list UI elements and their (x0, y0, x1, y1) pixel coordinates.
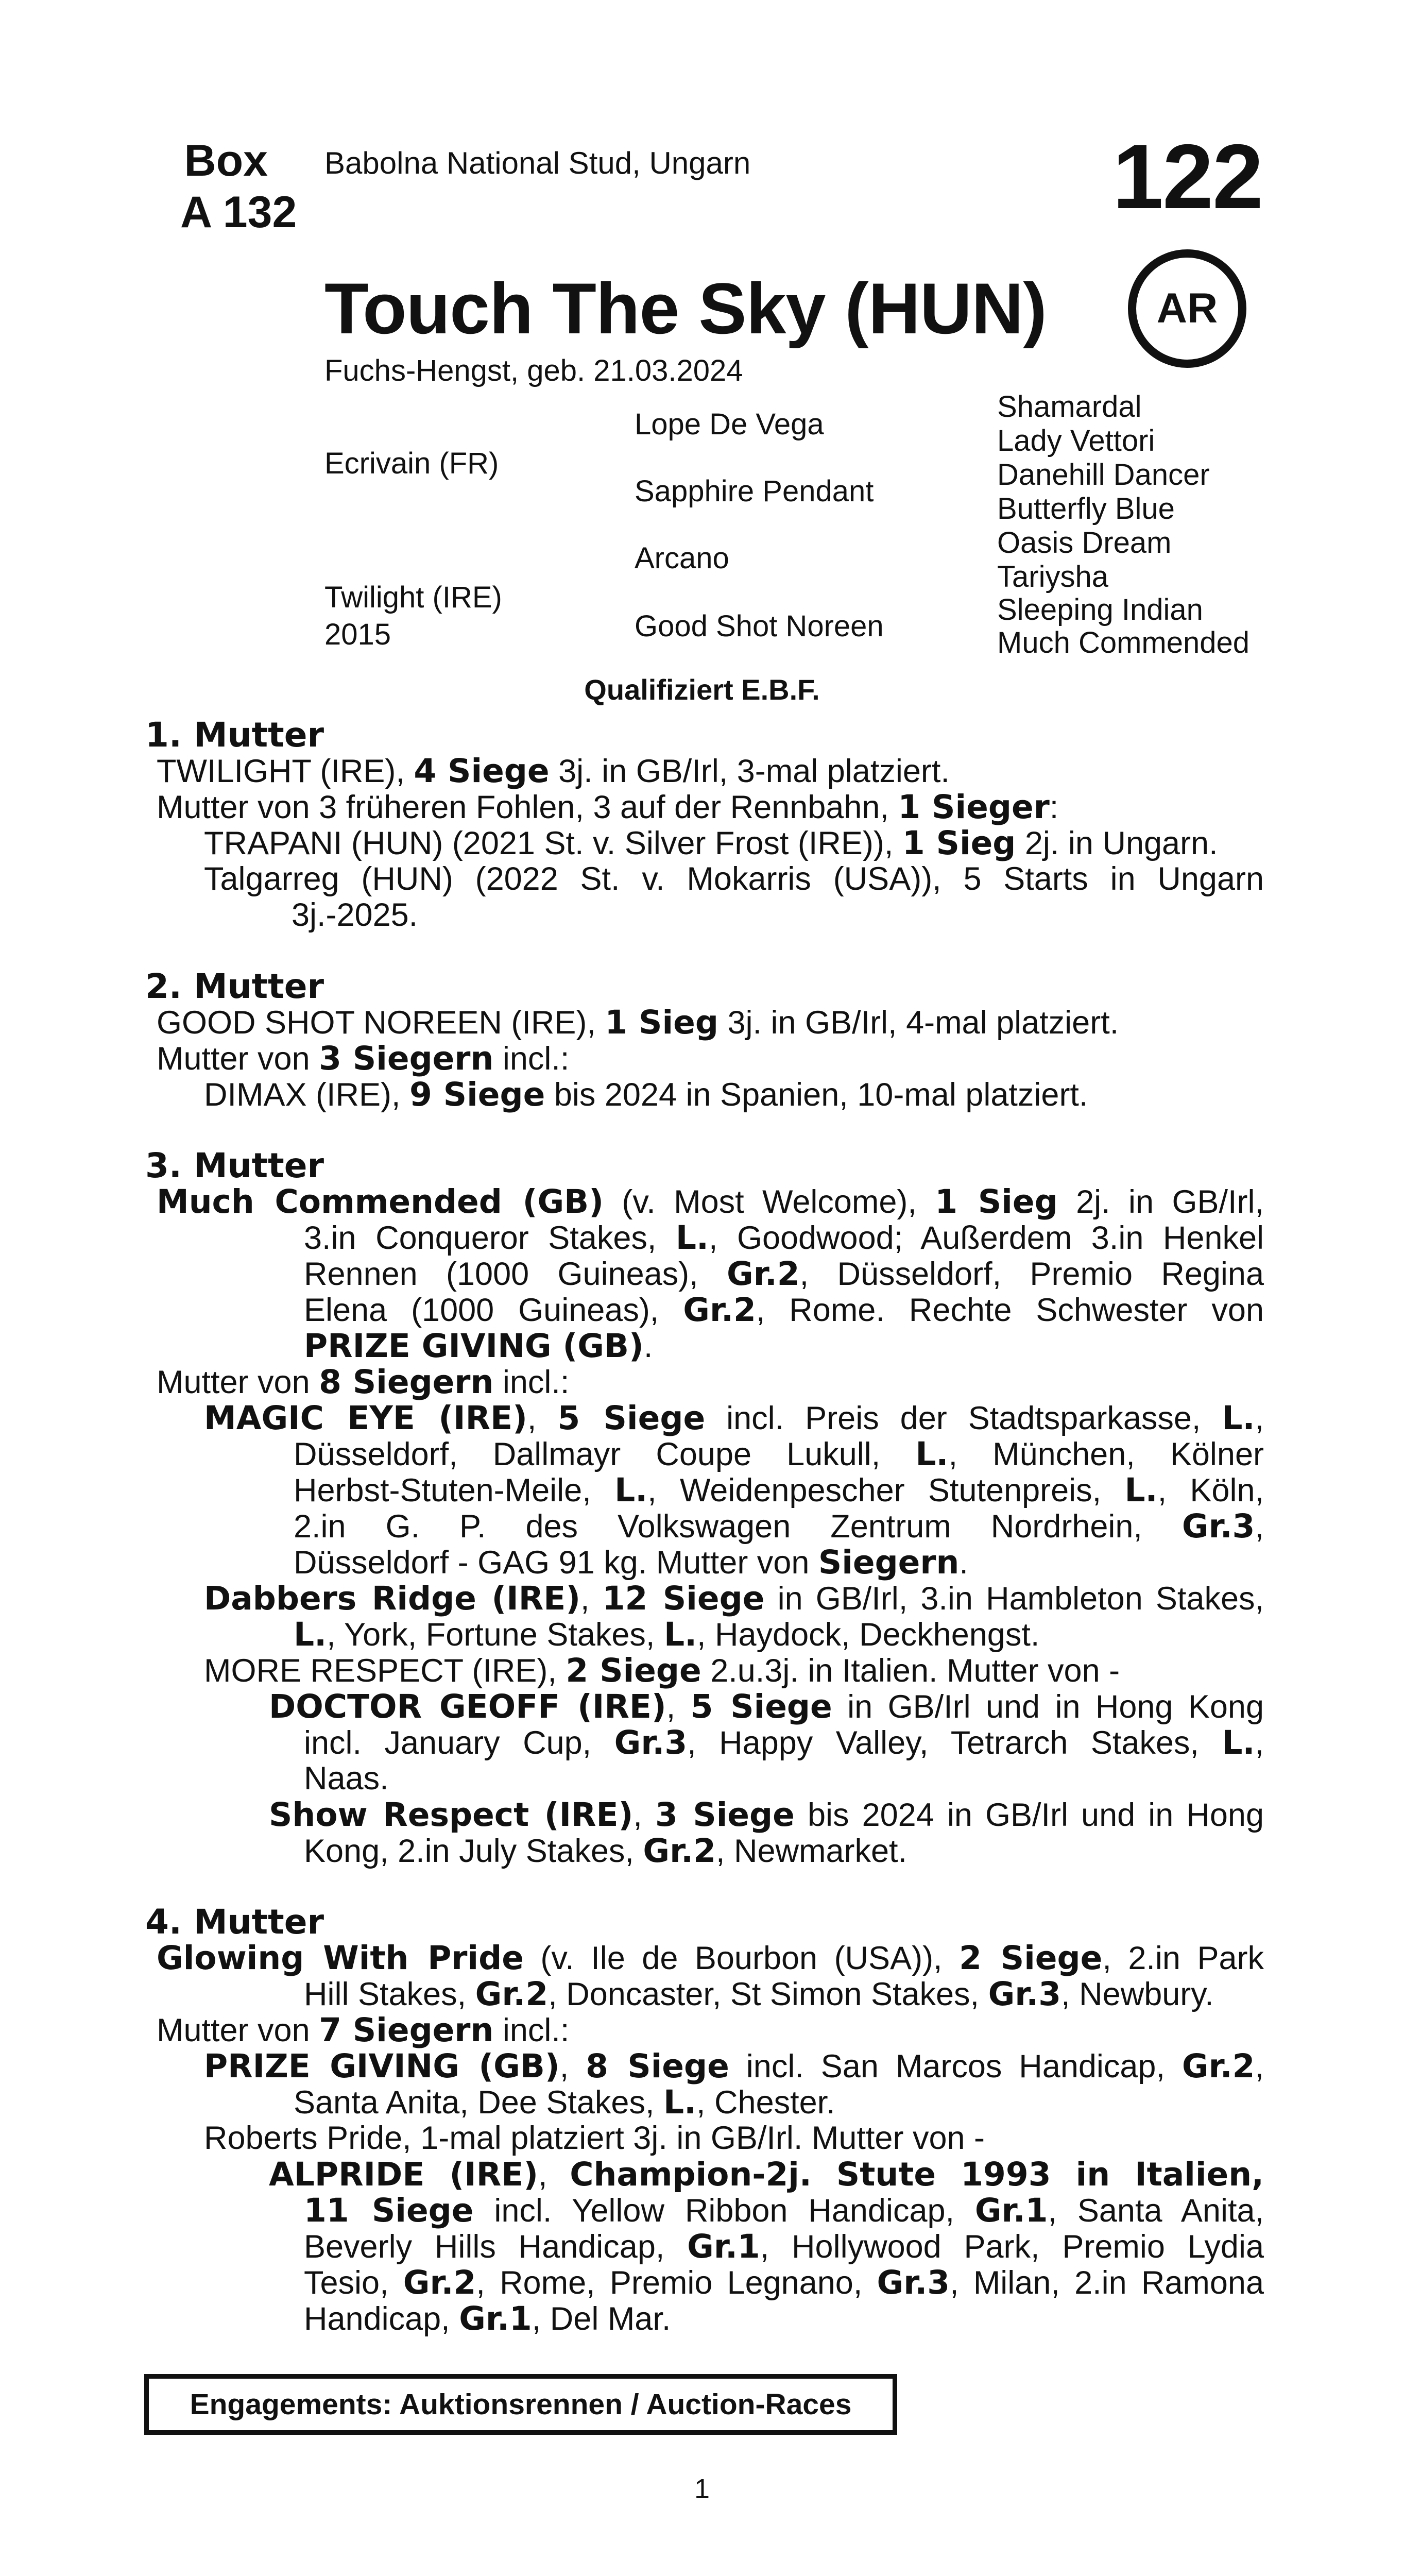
mutter4-line: Glowing With Pride (v. Ile de Bourbon (USA)), 2 Siege, 2.in Park (157, 1939, 1264, 1977)
section-title-mutter1: 1. Mutter (145, 715, 324, 755)
mutter3-line: Naas. (304, 1760, 389, 1797)
catalog-number: 122 (1112, 125, 1262, 228)
pedigree-sire-sire: Lope De Vega (635, 408, 824, 441)
mutter3-line: Mutter von 8 Siegern incl.: (157, 1363, 570, 1401)
pedigree-ggp: Danehill Dancer (997, 458, 1210, 492)
mutter4-line: 11 Siege incl. Yellow Ribbon Handicap, Gr.1, Santa Anita, (304, 2192, 1264, 2229)
pedigree-ggp: Tariysha (997, 560, 1108, 594)
breeder: Babolna National Stud, Ungarn (324, 146, 751, 180)
mutter3-line: Rennen (1000 Guineas), Gr.2, Düsseldorf, Premio Regina (304, 1255, 1264, 1293)
pedigree-ggp: Sleeping Indian (997, 593, 1203, 626)
pedigree-ggp: Oasis Dream (997, 526, 1172, 560)
pedigree-ggp: Shamardal (997, 390, 1142, 423)
mutter3-line: Elena (1000 Guineas), Gr.2, Rome. Rechte Schwester von (304, 1291, 1264, 1329)
mutter4-line: Santa Anita, Dee Stakes, L., Chester. (294, 2083, 835, 2121)
mutter1-line: TWILIGHT (IRE), 4 Siege 3j. in GB/Irl, 3-mal platziert. (157, 752, 950, 790)
pedigree-sire-dam: Sapphire Pendant (635, 474, 874, 508)
mutter1-line: TRAPANI (HUN) (2021 St. v. Silver Frost (IRE)), 1 Sieg 2j. in Ungarn. (204, 824, 1218, 862)
pedigree-dam: Twilight (IRE) (324, 581, 502, 614)
pedigree-dam-year: 2015 (324, 618, 391, 651)
mutter1-line: 3j.-2025. (292, 897, 418, 933)
mutter4-line: Handicap, Gr.1, Del Mar. (304, 2300, 671, 2337)
mutter3-line: Much Commended (GB) (v. Most Welcome), 1 Sieg 2j. in GB/Irl, (157, 1183, 1264, 1221)
mutter3-line: PRIZE GIVING (GB). (304, 1327, 653, 1365)
mutter2-line: Mutter von 3 Siegern incl.: (157, 1040, 570, 1077)
mutter4-line: Mutter von 7 Siegern incl.: (157, 2011, 570, 2049)
mutter1-line: Talgarreg (HUN) (2022 St. v. Mokarris (USA)), 5 Starts in Ungarn (204, 861, 1264, 897)
section-title-mutter4: 4. Mutter (145, 1902, 324, 1942)
mutter3-line: Düsseldorf - GAG 91 kg. Mutter von Siegern. (294, 1544, 968, 1581)
mutter3-line: DOCTOR GEOFF (IRE), 5 Siege in GB/Irl und in Hong Kong (269, 1688, 1264, 1725)
engagements-box: Engagements: Auktionsrennen / Auction-Races (144, 2374, 897, 2435)
pedigree-sire: Ecrivain (FR) (324, 447, 499, 480)
page-number: 1 (694, 2473, 710, 2504)
mutter3-line: Kong, 2.in July Stakes, Gr.2, Newmarket. (304, 1832, 908, 1870)
box-number: Box A 132 (180, 136, 297, 237)
qualification: Qualifiziert E.B.F. (584, 673, 820, 706)
horse-description: Fuchs-Hengst, geb. 21.03.2024 (324, 354, 743, 387)
ar-badge: AR (1128, 249, 1246, 368)
mutter4-line: ALPRIDE (IRE), Champion-2j. Stute 1993 in Italien, (269, 2156, 1264, 2193)
pedigree-dam-sire: Arcano (635, 541, 729, 575)
mutter3-line: Dabbers Ridge (IRE), 12 Siege in GB/Irl, 3.in Hambleton Stakes, (204, 1580, 1264, 1617)
mutter3-line: MORE RESPECT (IRE), 2 Siege 2.u.3j. in Italien. Mutter von - (204, 1652, 1120, 1689)
mutter1-line: Mutter von 3 früheren Fohlen, 3 auf der Rennbahn, 1 Sieger: (157, 788, 1059, 826)
mutter3-line: Show Respect (IRE), 3 Siege bis 2024 in GB/Irl und in Hong (269, 1796, 1264, 1834)
pedigree-ggp: Much Commended (997, 626, 1249, 659)
mutter4-line: PRIZE GIVING (GB), 8 Siege incl. San Marcos Handicap, Gr.2, (204, 2047, 1264, 2085)
mutter4-line: Hill Stakes, Gr.2, Doncaster, St Simon Stakes, Gr.3, Newbury. (304, 1975, 1214, 2013)
mutter3-line: L., York, Fortune Stakes, L., Haydock, Deckhengst. (294, 1616, 1040, 1653)
mutter4-line: Tesio, Gr.2, Rome, Premio Legnano, Gr.3, Milan, 2.in Ramona (304, 2264, 1264, 2301)
mutter3-line: Herbst-Stuten-Meile, L., Weidenpescher Stutenpreis, L., Köln, (294, 1471, 1264, 1509)
mutter3-line: incl. January Cup, Gr.3, Happy Valley, Tetrarch Stakes, L., (304, 1724, 1264, 1761)
section-title-mutter2: 2. Mutter (145, 967, 324, 1006)
mutter3-line: 3.in Conqueror Stakes, L., Goodwood; Außerdem 3.in Henkel (304, 1219, 1264, 1257)
section-title-mutter3: 3. Mutter (145, 1146, 324, 1185)
mutter2-line: GOOD SHOT NOREEN (IRE), 1 Sieg 3j. in GB/Irl, 4-mal platziert. (157, 1004, 1119, 1041)
mutter2-line: DIMAX (IRE), 9 Siege bis 2024 in Spanien, 10-mal platziert. (204, 1076, 1088, 1113)
pedigree-dam-dam: Good Shot Noreen (635, 609, 884, 643)
mutter3-line: MAGIC EYE (IRE), 5 Siege incl. Preis der Stadtsparkasse, L., (204, 1399, 1264, 1437)
mutter4-line: Beverly Hills Handicap, Gr.1, Hollywood Park, Premio Lydia (304, 2228, 1264, 2265)
pedigree-ggp: Butterfly Blue (997, 492, 1175, 526)
mutter4-line: Roberts Pride, 1-mal platziert 3j. in GB/Irl. Mutter von - (204, 2120, 985, 2156)
pedigree-ggp: Lady Vettori (997, 424, 1155, 457)
mutter3-line: Düsseldorf, Dallmayr Coupe Lukull, L., München, Kölner (294, 1435, 1264, 1473)
horse-name: Touch The Sky (HUN) (324, 268, 1047, 349)
mutter3-line: 2.in G. P. des Volkswagen Zentrum Nordrhein, Gr.3, (294, 1507, 1264, 1545)
